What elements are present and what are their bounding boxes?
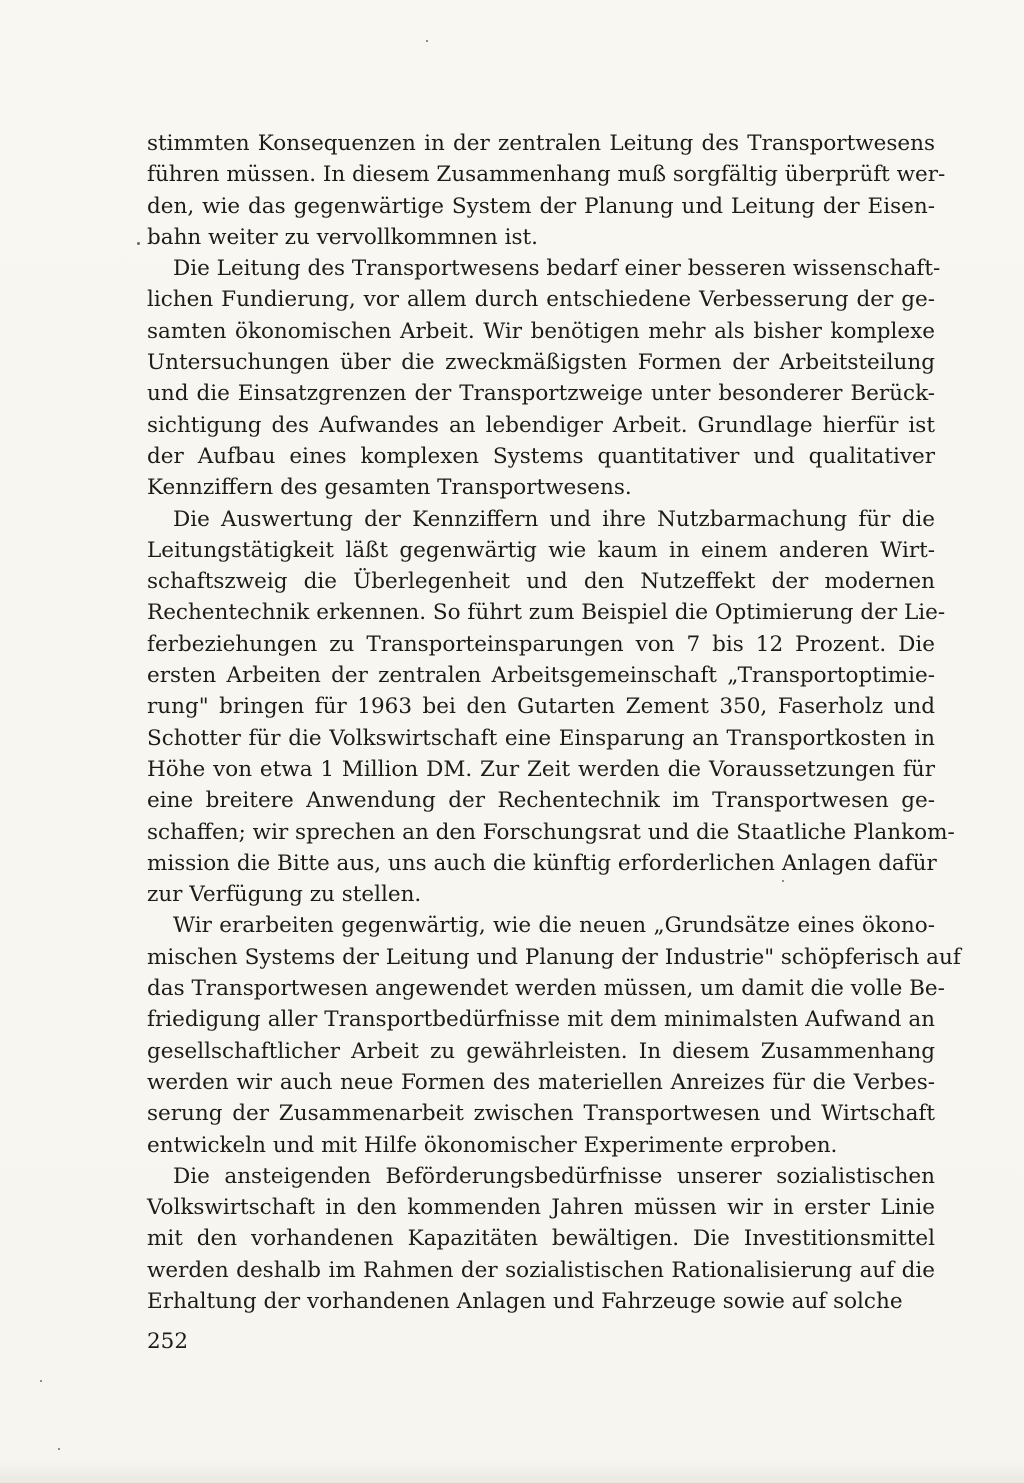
text-line: sichtigung des Aufwandes an lebendiger Arbeit. Grundlage hierfür ist [147,412,935,438]
text-line: Kennziffern des gesamten Transportwesens. [147,475,632,501]
text-line: Die ansteigenden Beförderungsbedürfnisse unserer sozialistischen [173,1163,935,1189]
text-line: eine breitere Anwendung der Rechentechnik im Transportwesen ge- [147,788,935,814]
print-speck [426,40,428,42]
print-speck [58,1448,60,1450]
print-speck [40,1380,42,1382]
text-line: rung" bringen für 1963 bei den Gutarten Zement 350, Faserholz und [147,694,935,720]
text-line: gesellschaftlicher Arbeit zu gewährleisten. In diesem Zusammenhang [147,1038,935,1064]
text-line: das Transportwesen angewendet werden müssen, um damit die volle Be- [147,976,945,1002]
text-line: Volkswirtschaft in den kommenden Jahren müssen wir in erster Linie [147,1195,935,1221]
text-line: stimmten Konsequenzen in der zentralen Leitung des Transportwesens [147,131,935,156]
text-line: entwickeln und mit Hilfe ökonomischer Experimente erproben. [147,1132,838,1158]
text-line: serung der Zusammenarbeit zwischen Transportwesen und Wirtschaft [147,1101,935,1127]
print-speck [782,880,784,882]
text-line: werden wir auch neue Formen des materiellen Anreizes für die Verbes- [147,1069,935,1095]
text-line: Die Auswertung der Kennziffern und ihre Nutzbarmachung für die [173,506,935,532]
text-line: Schotter für die Volkswirtschaft eine Einsparung an Transportkosten in [147,725,935,751]
print-speck [137,242,140,245]
text-line: Erhaltung der vorhandenen Anlagen und Fahrzeuge sowie auf solche [147,1288,903,1314]
text-line: lichen Fundierung, vor allem durch entschiedene Verbesserung der ge- [147,287,935,313]
text-line: den, wie das gegenwärtige System der Planung und Leitung der Eisen- [147,193,935,219]
paragraph [147,1161,935,1317]
paragraph [147,128,946,253]
paragraph [147,253,941,503]
text-line: der Aufbau eines komplexen Systems quantitativer und qualitativer [147,443,935,469]
text-line: Die Leitung des Transportwesens bedarf einer besseren wissenschaft- [173,256,941,282]
paragraph [147,910,961,1160]
paragraph [147,504,955,911]
text-line: mission die Bitte aus, uns auch die künftig erforderlichen Anlagen dafür [147,850,937,876]
text-line: werden deshalb im Rahmen der sozialistischen Rationalisierung auf die [147,1257,935,1283]
text-line: mit den vorhandenen Kapazitäten bewältigen. Die Investitionsmittel [147,1226,935,1252]
page-bottom-edge [0,1461,1024,1483]
text-line: ersten Arbeiten der zentralen Arbeitsgemeinschaft „Transportoptimie- [147,663,935,689]
text-line: schaftszweig die Überlegenheit und den Nutzeffekt der modernen [147,569,935,595]
text-line: Rechentechnik erkennen. So führt zum Beispiel die Optimierung der Lie- [147,600,946,626]
text-line: führen müssen. In diesem Zusammenhang muß sorgfältig überprüft wer- [147,162,946,188]
text-line: friedigung aller Transportbedürfnisse mit dem minimalsten Aufwand an [147,1007,935,1033]
text-line: Höhe von etwa 1 Million DM. Zur Zeit werden die Voraussetzungen für [147,756,935,782]
page-number: 252 [147,1329,189,1354]
text-line: ferbeziehungen zu Transporteinsparungen von 7 bis 12 Prozent. Die [147,631,935,657]
text-line: zur Verfügung zu stellen. [147,882,422,908]
text-line: Leitungstätigkeit läßt gegenwärtig wie kaum in einem anderen Wirt- [147,537,935,563]
text-line: und die Einsatzgrenzen der Transportzweige unter besonderer Berück- [147,381,935,407]
text-line: Untersuchungen über die zweckmäßigsten Formen der Arbeitsteilung [147,350,935,376]
body-text [147,128,961,1317]
text-line: bahn weiter zu vervollkommnen ist. [147,224,538,250]
text-line: mischen Systems der Leitung und Planung der Industrie" schöpferisch auf [147,944,961,970]
text-line: samten ökonomischen Arbeit. Wir benötigen mehr als bisher komplexe [147,318,935,344]
text-line: schaffen; wir sprechen an den Forschungsrat und die Staatliche Plankom- [147,819,955,845]
text-line: Wir erarbeiten gegenwärtig, wie die neuen „Grundsätze eines ökono- [173,913,935,939]
